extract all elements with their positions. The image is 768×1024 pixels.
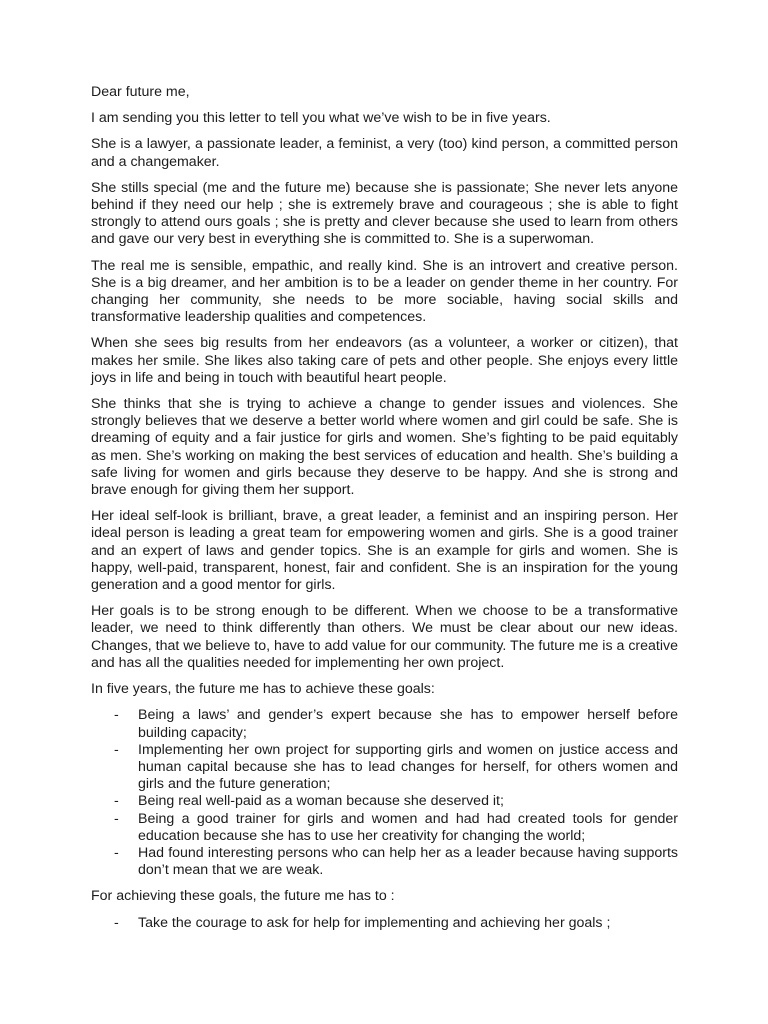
paragraph-goals-strength: Her goals is to be strong enough to be different. When we choose to be a transformative leader, we need to think differently than others. We must be clear about our new ideas. Changes, that we believe to, have to add value for our community. The future me is a creative and has all the qualities needed for implementing her own project. (91, 603, 678, 671)
actions-intro: For achieving these goals, the future me has to : (91, 888, 395, 905)
paragraph-smile: When she sees big results from her endeavors (as a volunteer, a worker or citizen), that makes her smile. She likes also taking care of pets and other people. She enjoys every little joys in life and being in touch with beautiful heart people. (91, 335, 678, 386)
bullet-dash: - (114, 914, 119, 931)
paragraph-ideal-self: Her ideal self-look is brilliant, brave, a great leader, a feminist and an inspiring person. Her ideal person is leading a great team for empowering women and girls. She is a good trainer and an expert of laws and gender topics. She is an example for girls and women. She is happy, well-paid, transparent, honest, fair and confident. She is an inspiration for the young generation and a good mentor for girls. (91, 508, 678, 594)
action-text: Take the courage to ask for help for implementing and achieving her goals ; (138, 914, 611, 931)
goals-list (91, 707, 678, 879)
bullet-dash: - (114, 810, 119, 827)
bullet-dash: - (114, 741, 119, 758)
goal-text: Being a good trainer for girls and women and had had created tools for gender education because she has to use her creativity for changing the world; (138, 810, 678, 844)
bullet-dash: - (114, 844, 119, 861)
paragraph-identity: She is a lawyer, a passionate leader, a feminist, a very (too) kind person, a committed person and a changemaker. (91, 136, 678, 170)
actions-list (91, 915, 678, 932)
list-item (91, 915, 678, 932)
bullet-dash: - (114, 707, 119, 724)
goal-text: Implementing her own project for supporting girls and women on justice access and human capital because she has to lead changes for herself, for others women and girls and the future generation; (138, 741, 678, 793)
list-item (91, 811, 678, 845)
paragraph-change: She thinks that she is trying to achieve a change to gender issues and violences. She strongly believes that we deserve a better world where women and girl could be safe. She is dreaming of equity and a fair justice for girls and women. She’s fighting to be paid equitably as men. She’s working on making the best services of education and health. She’s building a safe living for women and girls because they deserve to be happy. And she is strong and brave enough for giving them her support. (91, 396, 678, 499)
paragraph-real-me: The real me is sensible, empathic, and really kind. She is an introvert and creative person. She is a big dreamer, and her ambition is to be a leader on gender theme in her country. For changing her community, she needs to be more sociable, having social skills and transformative leadership qualities and competences. (91, 257, 678, 326)
greeting: Dear future me, (91, 84, 190, 100)
list-item (91, 707, 678, 741)
list-item (91, 742, 678, 794)
list-item (91, 845, 678, 879)
bullet-dash: - (114, 793, 119, 810)
intro-paragraph: I am sending you this letter to tell you what we’ve wish to be in five years. (91, 110, 551, 127)
goal-text: Being real well-paid as a woman because she deserved it; (138, 793, 504, 810)
goals-intro: In five years, the future me has to achieve these goals: (91, 681, 435, 698)
list-item (91, 793, 678, 810)
goal-text: Had found interesting persons who can help her as a leader because having supports don’t mean that we are weak. (138, 844, 678, 879)
paragraph-special: She stills special (me and the future me) because she is passionate; She never lets anyone behind if they need our help ; she is extremely brave and courageous ; she is able to fight strongly to attend ours goals ; she is pretty and clever because she used to learn from others and gave our very best in everything she is committed to. She is a superwoman. (91, 179, 678, 248)
goal-text: Being a laws’ and gender’s expert because she has to empower herself before building capacity; (138, 707, 678, 741)
